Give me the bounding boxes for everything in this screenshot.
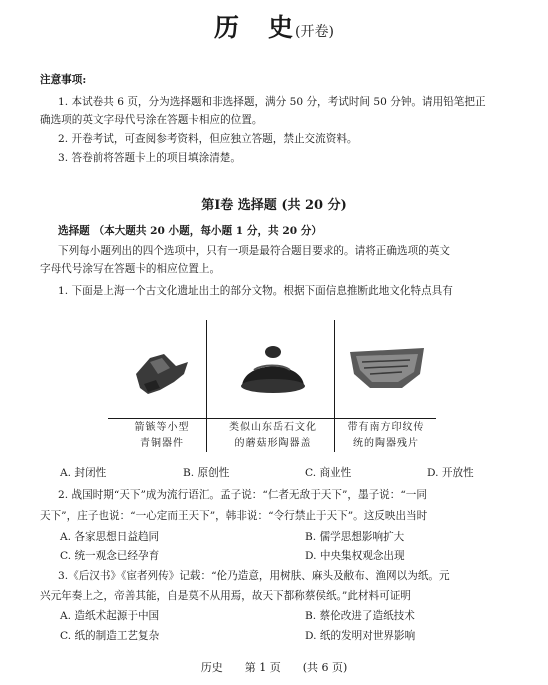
notice-item: 2. 开卷考试，可查阅参考资料，但应独立答题，禁止交流资料。 bbox=[58, 133, 358, 145]
option: D. 中央集权观念出现 bbox=[305, 550, 405, 562]
option: B. 蔡伦改进了造纸技术 bbox=[305, 610, 415, 622]
option: C. 商业性 bbox=[305, 467, 352, 479]
option: A. 各家思想日益趋同 bbox=[60, 531, 160, 543]
option: D. 纸的发明对世界影响 bbox=[305, 630, 416, 642]
notice-item: 3. 答卷前将答题卡上的项目填涂清楚。 bbox=[58, 152, 241, 164]
section-heading: 选择题 （本大题共 20 小题，每小题 1 分，共 20 分） bbox=[58, 225, 322, 237]
table-rule bbox=[108, 418, 436, 419]
option: C. 纸的制造工艺复杂 bbox=[60, 630, 160, 642]
table-divider bbox=[334, 320, 335, 452]
pottery-shard-image bbox=[346, 342, 428, 394]
caption-line: 类似山东岳石文化 bbox=[229, 422, 317, 433]
title-text: 历 史 bbox=[214, 13, 296, 42]
q2-line: 2. 战国时期“天下”成为流行语汇。孟子说：“仁者无敌于天下”，墨子说：“一同 bbox=[58, 489, 427, 501]
artifact-caption bbox=[108, 420, 216, 452]
q2-line: 天下”，庄子也说：“一心定而王天下”，韩非说：“令行禁止于天下”。这反映出当时 bbox=[40, 510, 428, 522]
caption-line: 箭镞等小型 bbox=[134, 422, 190, 433]
option: B. 儒学思想影响扩大 bbox=[305, 531, 405, 543]
section-instruction: 下列每小题列出的四个选项中，只有一项是最符合题目要求的。请将正确选项的英文 bbox=[58, 245, 450, 257]
artifact-caption bbox=[212, 420, 334, 452]
title-subtitle: (开卷) bbox=[295, 24, 334, 40]
bronze-arrowhead-image bbox=[130, 344, 192, 402]
q3-line: 兴元年奏上之，帝善其能，自是莫不从用焉，故天下都称蔡侯纸。”此材料可证明 bbox=[40, 590, 411, 602]
artifact-table bbox=[108, 320, 436, 452]
artifact-caption bbox=[336, 420, 436, 452]
notice-item: 确选项的英文字母代号涂在答题卡相应的位置。 bbox=[40, 114, 263, 126]
mushroom-lid-image bbox=[236, 340, 310, 402]
caption-line: 的蘑菇形陶器盖 bbox=[234, 438, 312, 449]
option: D. 开放性 bbox=[427, 467, 474, 479]
section-title: 第Ⅰ卷 选择题 (共 20 分) bbox=[201, 198, 347, 213]
page-footer: 历史 第 1 页 (共 6 页) bbox=[200, 661, 348, 674]
q3-line: 3.《后汉书》《宦者列传》记载：“伦乃造意，用树肤、麻头及敝布、渔网以为纸。元 bbox=[58, 570, 450, 582]
option: A. 封闭性 bbox=[60, 467, 107, 479]
caption-line: 带有南方印纹传 bbox=[347, 422, 425, 433]
q1-stem: 1. 下面是上海一个古文化遗址出土的部分文物。根据下面信息推断此地文化特点具有 bbox=[58, 285, 453, 297]
section-instruction: 字母代号涂写在答题卡的相应位置上。 bbox=[40, 263, 221, 275]
caption-line: 统的陶器残片 bbox=[353, 438, 419, 449]
option: C. 统一观念已经孕育 bbox=[60, 550, 160, 562]
caption-line: 青铜器件 bbox=[140, 438, 184, 449]
notice-heading: 注意事项: bbox=[40, 74, 87, 86]
option: A. 造纸术起源于中国 bbox=[60, 610, 160, 622]
page-title bbox=[0, 8, 548, 44]
option: B. 原创性 bbox=[183, 467, 230, 479]
notice-item: 1. 本试卷共 6 页，分为选择题和非选择题，满分 50 分，考试时间 50 分钟。请用铅笔把正 bbox=[58, 96, 486, 108]
